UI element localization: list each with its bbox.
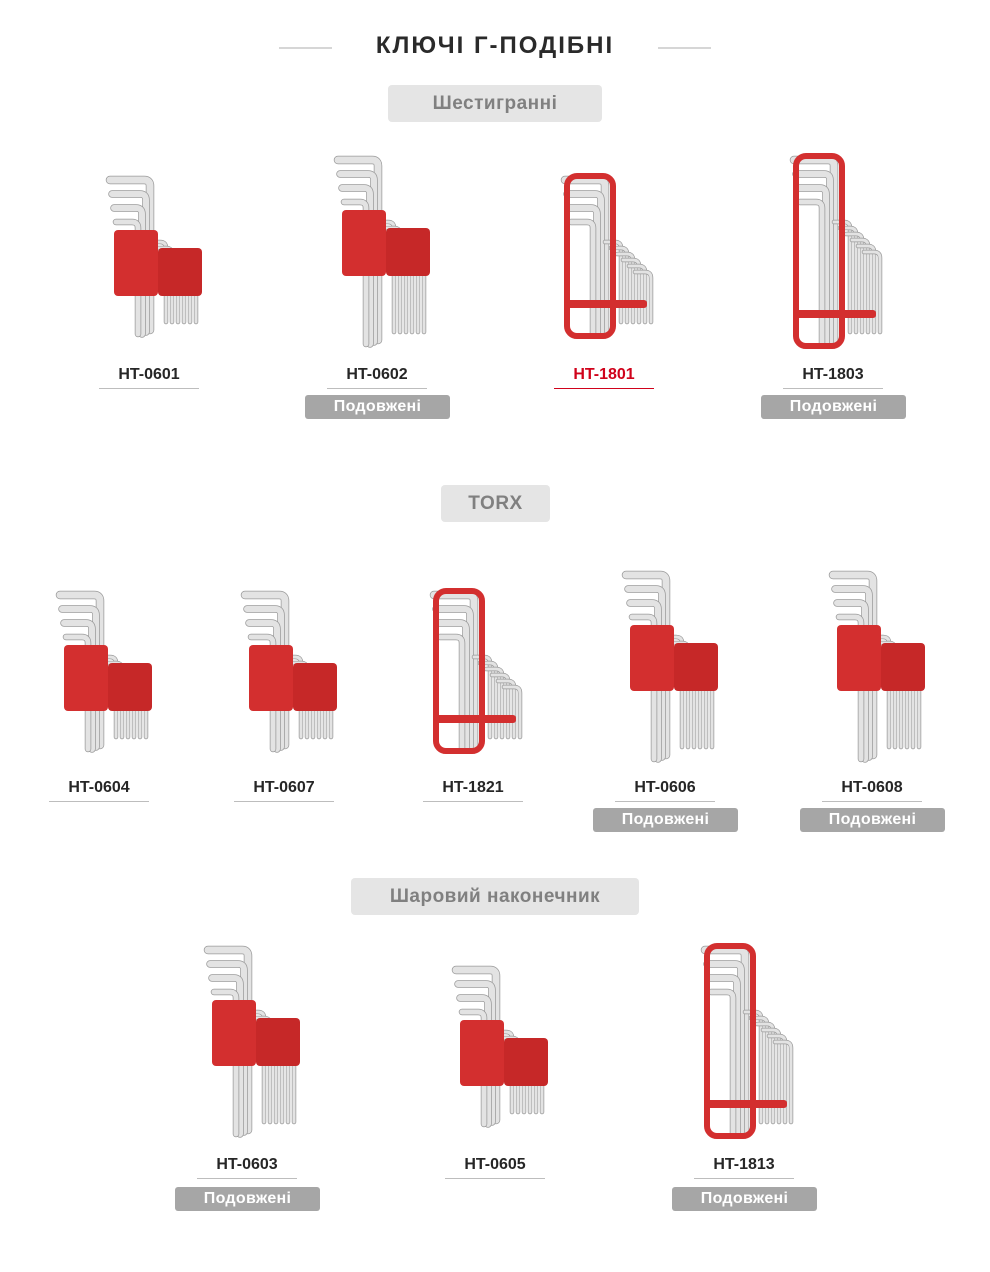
- section-tag-ball[interactable]: Шаровий наконечник: [351, 878, 639, 915]
- product-card[interactable]: [570, 565, 760, 828]
- extended-tag: Подовжені: [800, 808, 945, 832]
- key-holder: [293, 663, 337, 711]
- product-card[interactable]: [152, 940, 342, 1207]
- torx-key-set-image: [378, 565, 568, 775]
- product-code[interactable]: HT-0607: [234, 779, 334, 802]
- hex-key-set-image: [282, 150, 472, 360]
- product-card[interactable]: [54, 150, 244, 410]
- key-holder: [674, 643, 718, 691]
- key-holder: [837, 625, 881, 691]
- key-holder: [114, 230, 158, 296]
- case-base: [436, 715, 516, 723]
- product-code[interactable]: HT-0605: [445, 1156, 545, 1179]
- product-code[interactable]: HT-0604: [49, 779, 149, 802]
- key-holder: [504, 1038, 548, 1086]
- product-card[interactable]: [189, 565, 379, 825]
- key-holder: [460, 1020, 504, 1086]
- product-code[interactable]: HT-1821: [423, 779, 523, 802]
- l-key: [800, 202, 822, 344]
- section-tag-hex[interactable]: Шестигранні: [388, 85, 602, 122]
- key-holder: [64, 645, 108, 711]
- product-code[interactable]: HT-0603: [197, 1156, 297, 1179]
- hex-key-set-image: [738, 150, 928, 360]
- hex-key-set-image: [54, 150, 244, 360]
- l-key: [711, 992, 733, 1134]
- key-holder: [108, 663, 152, 711]
- product-card[interactable]: [282, 150, 472, 415]
- product-card[interactable]: [378, 565, 568, 825]
- product-code[interactable]: HT-1803: [783, 366, 883, 389]
- key-holder: [342, 210, 386, 276]
- ball-end-key-set-image: [649, 940, 839, 1150]
- ball-end-key-set-image: [400, 940, 590, 1150]
- case-base: [796, 310, 876, 318]
- case-base: [707, 1100, 787, 1108]
- key-holder: [256, 1018, 300, 1066]
- extended-tag: Подовжені: [761, 395, 906, 419]
- product-card[interactable]: [400, 940, 590, 1200]
- product-code[interactable]: HT-0608: [822, 779, 922, 802]
- key-holder: [249, 645, 293, 711]
- torx-key-set-image: [777, 565, 967, 775]
- product-card[interactable]: [649, 940, 839, 1207]
- extended-tag: Подовжені: [175, 1187, 320, 1211]
- key-holder: [881, 643, 925, 691]
- product-code[interactable]: HT-0606: [615, 779, 715, 802]
- page-header: [0, 30, 990, 66]
- extended-tag: Подовжені: [672, 1187, 817, 1211]
- product-card[interactable]: [509, 150, 699, 410]
- product-code[interactable]: HT-0601: [99, 366, 199, 389]
- l-key: [571, 222, 593, 334]
- torx-key-set-image: [4, 565, 194, 775]
- extended-tag: Подовжені: [305, 395, 450, 419]
- product-card[interactable]: [738, 150, 928, 415]
- page-title: КЛЮЧІ Г-ПОДІБНІ: [375, 32, 615, 59]
- key-holder: [630, 625, 674, 691]
- key-holder: [212, 1000, 256, 1066]
- product-code[interactable]: HT-1813: [694, 1156, 794, 1179]
- product-code[interactable]: HT-0602: [327, 366, 427, 389]
- case-base: [567, 300, 647, 308]
- title-divider-right: [658, 47, 711, 49]
- key-holder: [386, 228, 430, 276]
- hex-key-set-image: [509, 150, 699, 360]
- ball-end-key-set-image: [152, 940, 342, 1150]
- torx-key-set-image: [189, 565, 379, 775]
- torx-key-set-image: [570, 565, 760, 775]
- l-key: [440, 637, 462, 749]
- extended-tag: Подовжені: [593, 808, 738, 832]
- section-tag-torx[interactable]: TORX: [441, 485, 550, 522]
- key-holder: [158, 248, 202, 296]
- product-card[interactable]: [777, 565, 967, 828]
- product-code[interactable]: HT-1801: [554, 366, 654, 389]
- product-card[interactable]: [4, 565, 194, 825]
